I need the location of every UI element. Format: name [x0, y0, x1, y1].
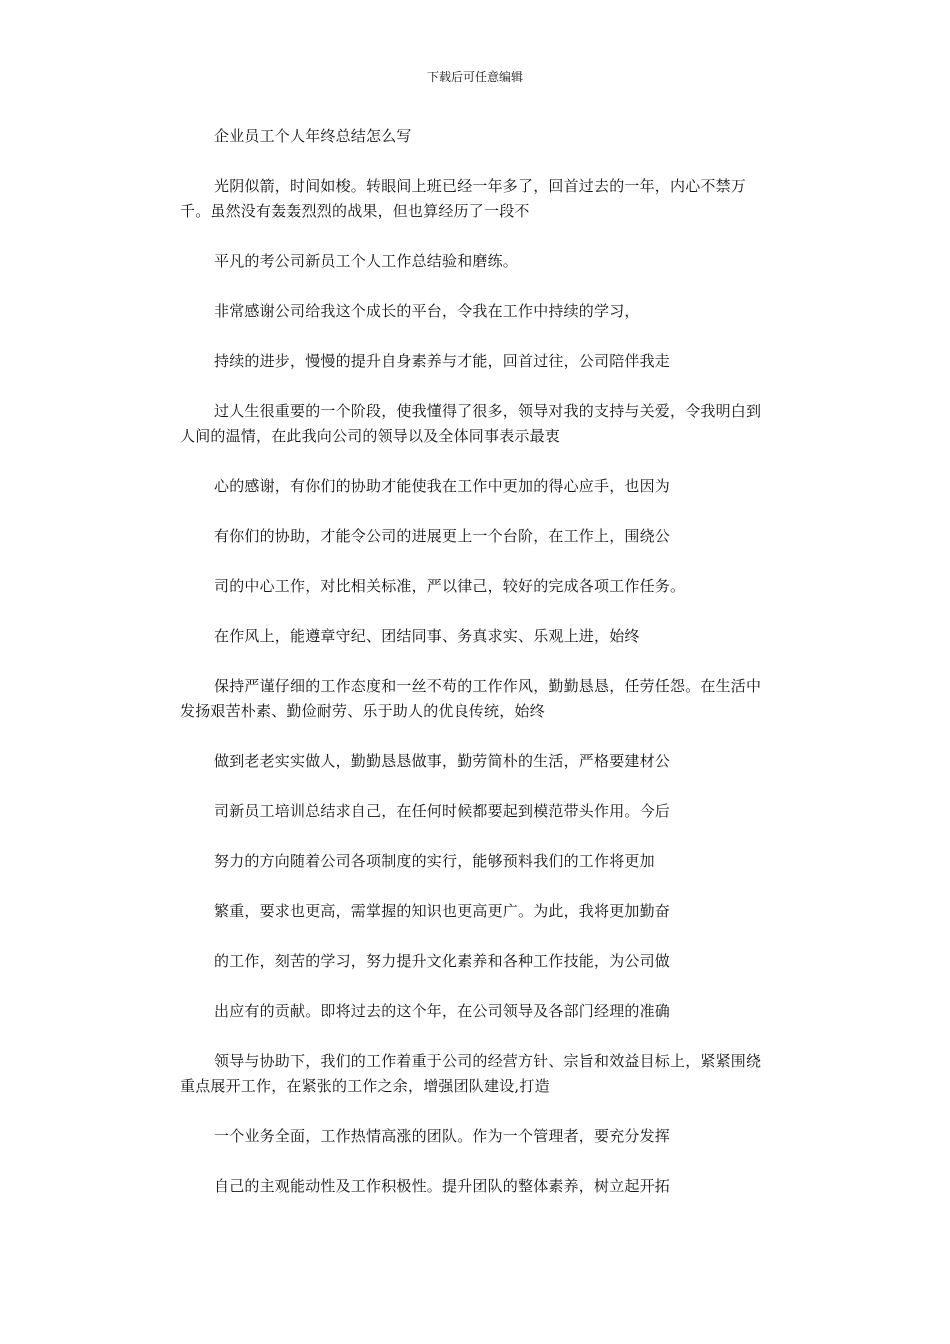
paragraph: 的工作，刻苦的学习，努力提升文化素养和各种工作技能，为公司做 — [214, 952, 671, 970]
paragraph: 领导与协助下，我们的工作着重于公司的经营方针、宗旨和效益目标上，紧紧围绕重点展开工作，在紧张的工作之余，增强团队建设,打造 — [180, 1052, 762, 1095]
paragraph: 过人生很重要的一个阶段，使我懂得了很多，领导对我的支持与关爱，令我明白到人间的温情，在此我向公司的领导以及全体同事表示最衷 — [180, 402, 762, 445]
paragraph: 一个业务全面，工作热情高涨的团队。作为一个管理者，要充分发挥 — [214, 1127, 671, 1145]
document-title: 企业员工个人年终总结怎么写 — [214, 127, 412, 145]
paragraph: 努力的方向随着公司各项制度的实行，能够预料我们的工作将更加 — [214, 852, 655, 870]
document-body — [180, 124, 772, 1224]
page-header: 下载后可任意编辑 — [426, 70, 523, 84]
paragraph: 自己的主观能动性及工作积极性。提升团队的整体素养，树立起开拓 — [214, 1177, 671, 1195]
paragraph: 在作风上，能遵章守纪、团结同事、务真求实、乐观上进，始终 — [214, 627, 640, 645]
paragraph: 有你们的协助，才能令公司的进展更上一个台阶，在工作上，围绕公 — [214, 527, 671, 545]
paragraph: 平凡的考公司新员工个人工作总结验和磨练。 — [214, 252, 519, 270]
paragraph: 非常感谢公司给我这个成长的平台，令我在工作中持续的学习， — [214, 302, 640, 320]
paragraph: 保持严谨仔细的工作态度和一丝不苟的工作作风，勤勤恳恳，任劳任怨。在生活中发扬艰苦朴素、勤俭耐劳、乐于助人的优良传统，始终 — [180, 677, 762, 720]
paragraph: 做到老老实实做人，勤勤恳恳做事，勤劳简朴的生活，严格要建材公 — [214, 752, 671, 770]
paragraph: 司新员工培训总结求自己，在任何时候都要起到模范带头作用。今后 — [214, 802, 671, 820]
paragraph: 持续的进步，慢慢的提升自身素养与才能，回首过往，公司陪伴我走 — [214, 352, 671, 370]
paragraph: 光阴似箭，时间如梭。转眼间上班已经一年多了，回首过去的一年，内心不禁万千。虽然没有轰轰烈烈的战果，但也算经历了一段不 — [180, 177, 747, 220]
paragraph: 司的中心工作，对比相关标准，严以律己，较好的完成各项工作任务。 — [214, 577, 686, 595]
paragraph: 心的感谢，有你们的协助才能使我在工作中更加的得心应手，也因为 — [214, 477, 671, 495]
paragraph: 出应有的贡献。即将过去的这个年，在公司领导及各部门经理的准确 — [214, 1002, 671, 1020]
paragraph: 繁重，要求也更高，需掌握的知识也更高更广。为此，我将更加勤奋 — [214, 902, 671, 920]
